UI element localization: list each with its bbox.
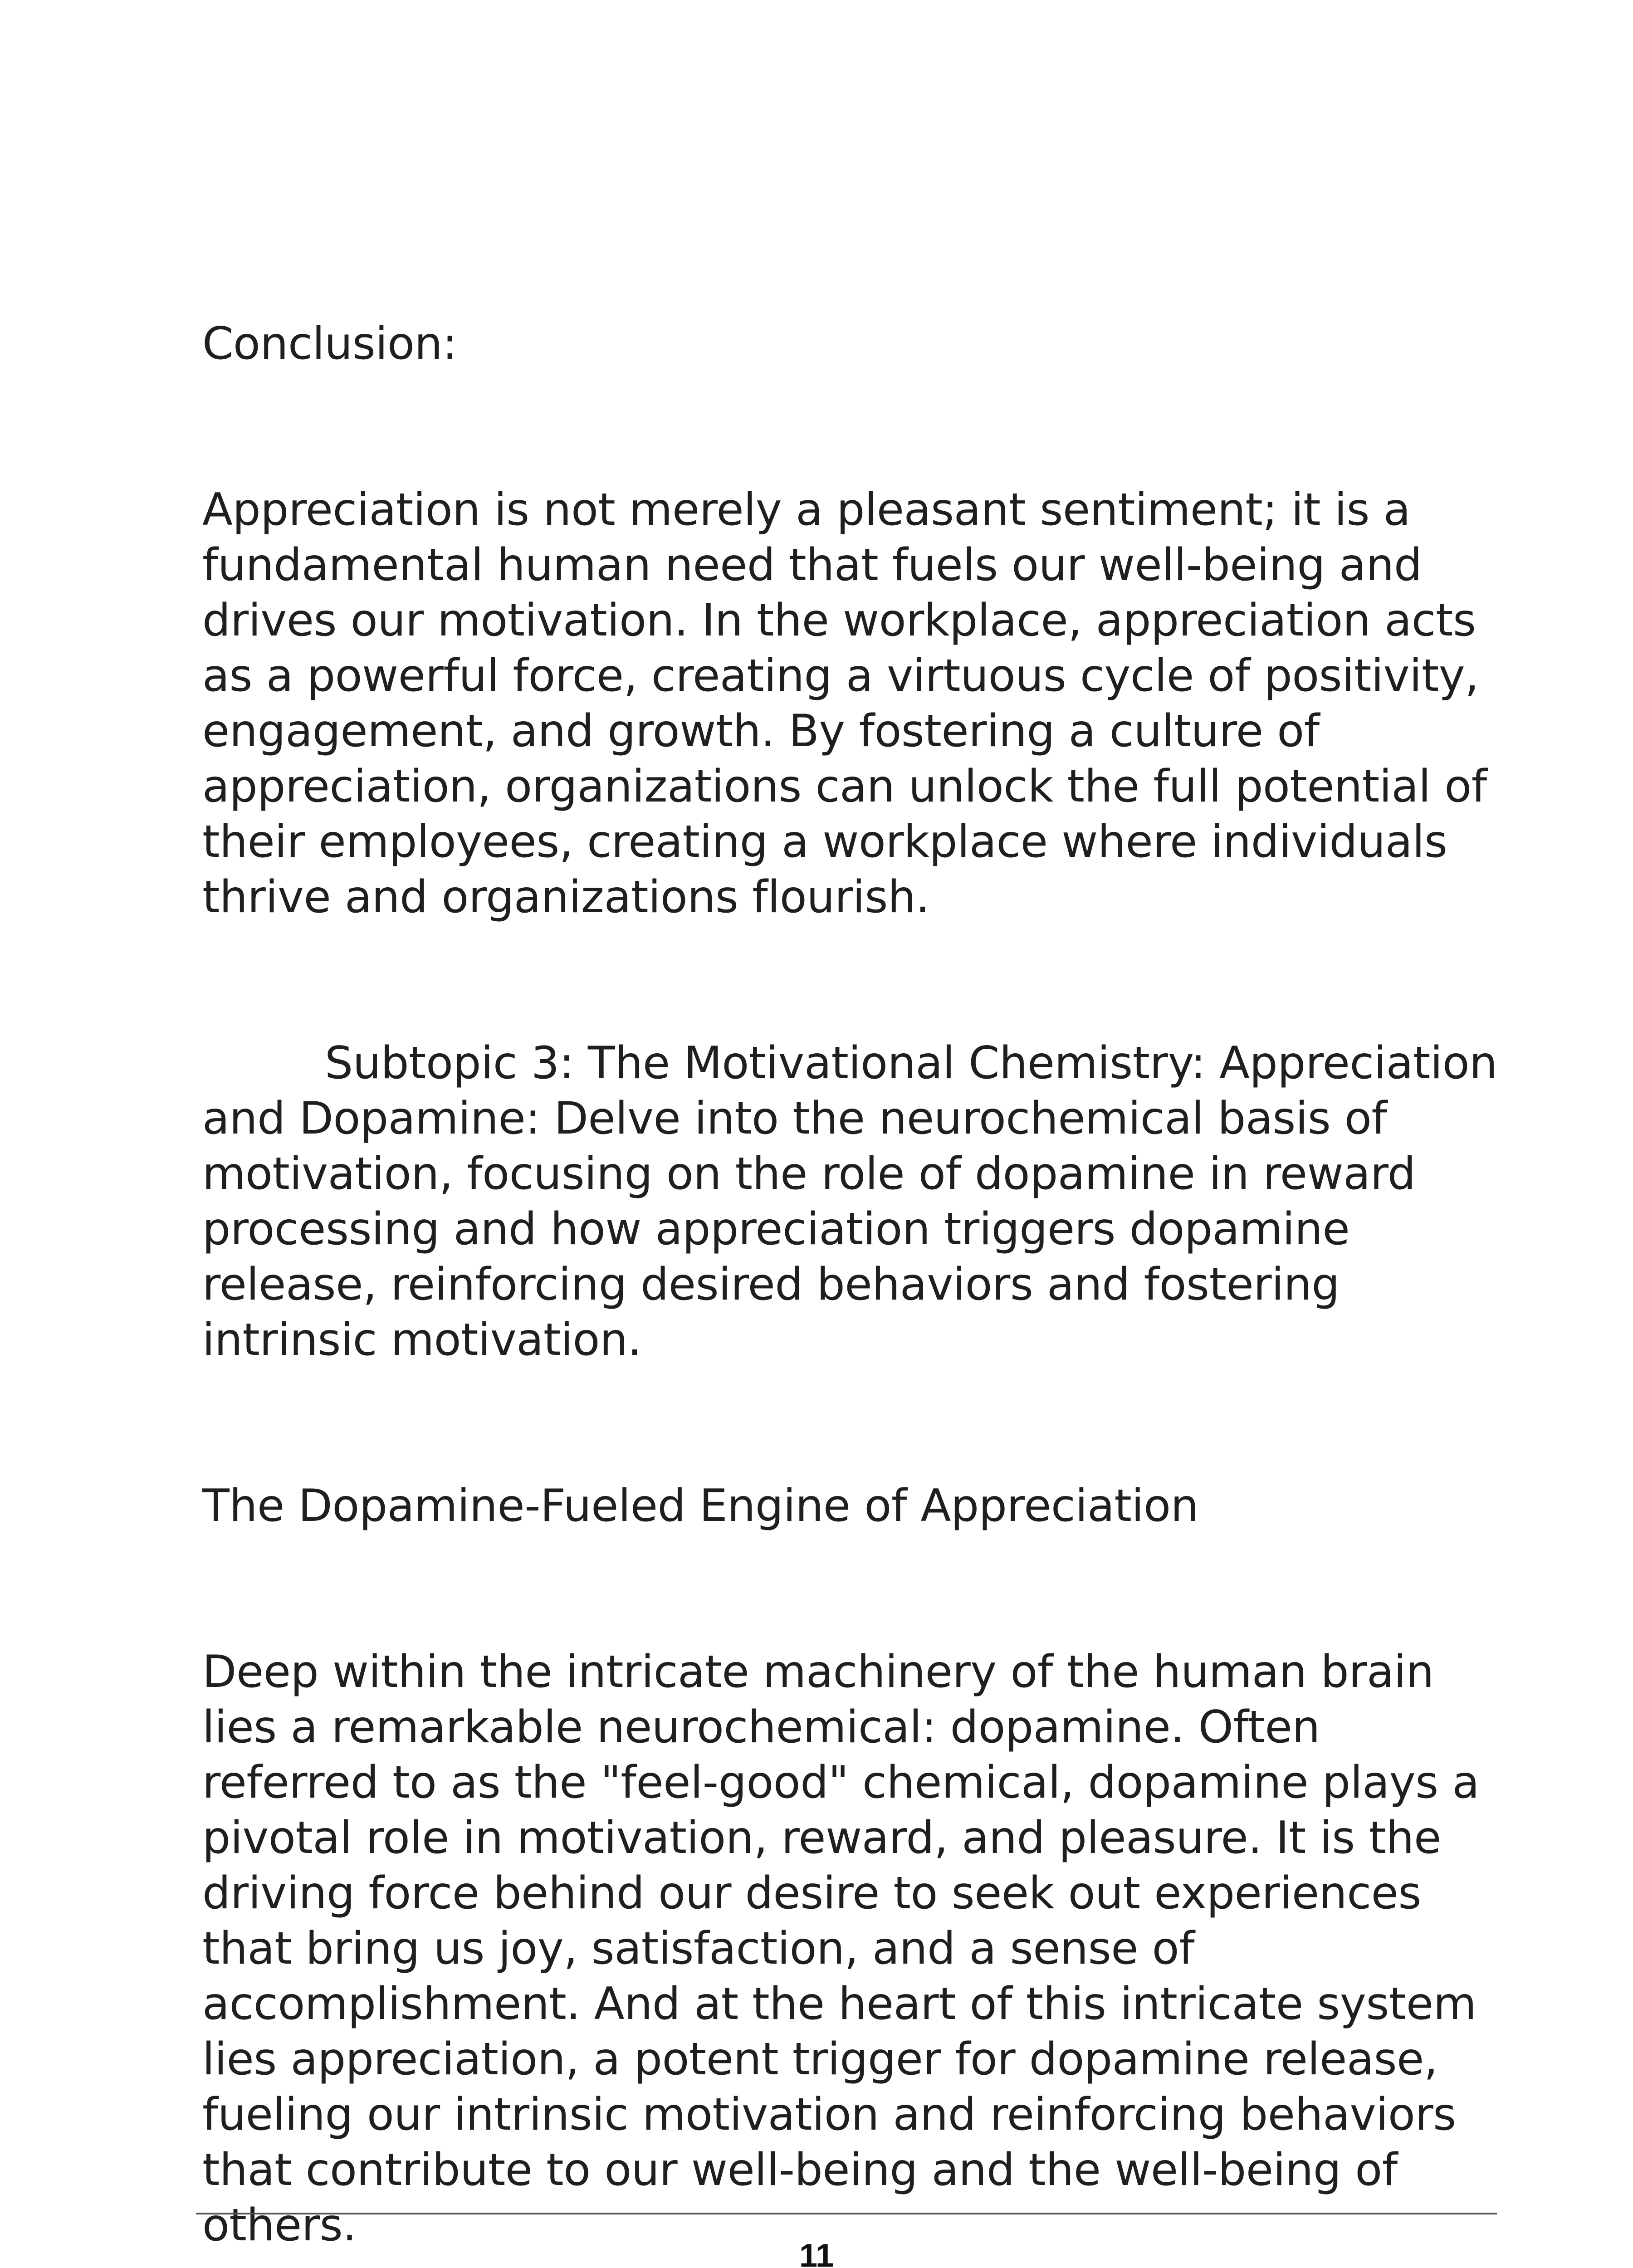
engine-paragraph: Deep within the intricate machinery of the human brain lies a remarkable neurochemical: dopamine. Often referred to as the "feel-good" chemical, dopamine plays a pivotal role in motivation, reward, and pleasure. It is the driving force behind our desire to seek out experiences that bring us joy, satisfaction, and a sense of accomplishment. And at the heart of this intricate system lies appreciation, a potent trigger for dopamine release, fueling our intrinsic motivation and reinforcing behaviors that contribute to our well-being and the well-being of others.: [202, 1646, 1480, 2251]
engine-heading: The Dopamine-Fueled Engine of Appreciation: [202, 1480, 1199, 1532]
page-body: [202, 261, 1500, 2268]
conclusion-heading: Conclusion:: [202, 318, 457, 370]
page-number: 11: [799, 2238, 834, 2268]
conclusion-paragraph: Appreciation is not merely a pleasant sentiment; it is a fundamental human need that fuels our well-being and drives our motivation. In the workplace, appreciation acts as a powerful force, creating a virtuous cycle of positivity, engagement, and growth. By fostering a culture of appreciation, organizations can unlock the full potential of their employees, creating a workplace where individuals thrive and organizations flourish.: [202, 484, 1487, 923]
footer-divider: [196, 2213, 1497, 2214]
subtopic-paragraph: Subtopic 3: The Motivational Chemistry: Appreciation and Dopamine: Delve into the neurochemical basis of motivation, focusing on the role of dopamine in reward processing and how appreciation triggers dopamine release, reinforcing desired behaviors and fostering intrinsic motivation.: [202, 1037, 1497, 1366]
